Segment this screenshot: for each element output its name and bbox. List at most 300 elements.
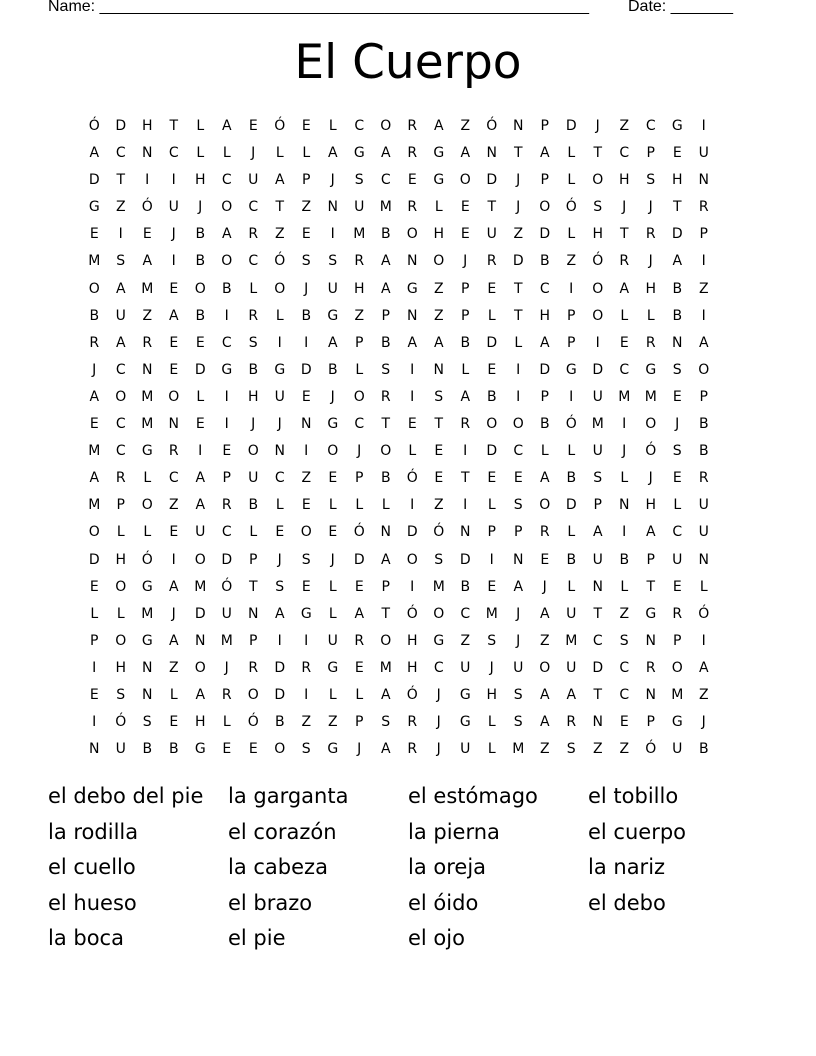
- grid-letter: C: [619, 686, 630, 703]
- grid-letter: Z: [168, 497, 179, 514]
- grid-letter: C: [248, 199, 259, 216]
- grid-letter: L: [567, 145, 576, 162]
- grid-letter: L: [275, 145, 284, 162]
- header-line: [48, 0, 748, 16]
- grid-letter: L: [646, 307, 655, 324]
- grid-letter: O: [353, 388, 365, 405]
- grid-letter: S: [275, 578, 285, 595]
- grid-letter: M: [379, 199, 392, 216]
- grid-letter: I: [701, 307, 706, 324]
- grid-letter: A: [168, 307, 179, 324]
- grid-letter: H: [406, 659, 418, 676]
- grid-letter: A: [460, 388, 471, 405]
- grid-letter: J: [516, 605, 521, 622]
- grid-letter: I: [595, 334, 600, 351]
- grid-letter: C: [619, 659, 630, 676]
- grid-letter: M: [88, 253, 101, 270]
- grid-letter: T: [248, 578, 258, 595]
- grid-letter: I: [304, 334, 309, 351]
- grid-letter: L: [381, 497, 390, 514]
- page-title: El Cuerpo: [294, 35, 522, 90]
- word-list-item: la rodilla: [48, 819, 139, 844]
- grid-letter: G: [141, 443, 153, 460]
- grid-letter: L: [434, 199, 443, 216]
- grid-letter: B: [672, 280, 683, 297]
- grid-letter: U: [672, 741, 683, 758]
- grid-letter: H: [645, 280, 657, 297]
- grid-letter: T: [593, 686, 603, 703]
- word-list-item: el óido: [408, 890, 479, 915]
- grid-letter: L: [620, 578, 629, 595]
- grid-letter: P: [646, 714, 655, 731]
- grid-letter: I: [145, 172, 150, 189]
- grid-letter: I: [304, 632, 309, 649]
- grid-letter: J: [198, 199, 203, 216]
- grid-letter: O: [459, 172, 471, 189]
- grid-letter: D: [486, 334, 498, 351]
- grid-letter: T: [381, 416, 391, 433]
- grid-letter: A: [539, 605, 550, 622]
- grid-letter: R: [407, 741, 418, 758]
- grid-letter: D: [565, 118, 577, 134]
- grid-letter: L: [620, 470, 629, 487]
- grid-letter: T: [593, 605, 603, 622]
- grid-letter: D: [539, 361, 551, 378]
- grid-letter: I: [118, 226, 123, 243]
- grid-letter: N: [513, 551, 524, 568]
- grid-letter: Z: [274, 226, 285, 243]
- grid-letter: E: [142, 226, 152, 243]
- grid-letter: L: [540, 443, 549, 460]
- grid-letter: N: [460, 524, 471, 541]
- grid-letter: J: [277, 551, 282, 568]
- grid-letter: B: [142, 741, 153, 758]
- grid-letter: L: [514, 334, 523, 351]
- grid-letter: Z: [433, 497, 444, 514]
- grid-letter: A: [115, 334, 126, 351]
- grid-letter: B: [539, 253, 550, 270]
- grid-letter: J: [357, 741, 362, 758]
- grid-letter: A: [380, 551, 391, 568]
- grid-letter: T: [619, 226, 629, 243]
- grid-letter: N: [407, 307, 418, 324]
- grid-letter: J: [463, 253, 468, 270]
- grid-letter: P: [302, 172, 311, 189]
- grid-letter: C: [513, 443, 524, 460]
- grid-letter: L: [567, 172, 576, 189]
- grid-letter: M: [432, 578, 445, 595]
- grid-letter: U: [566, 605, 577, 622]
- grid-letter: J: [701, 714, 706, 731]
- grid-letter: R: [407, 199, 418, 216]
- grid-letter: J: [251, 145, 256, 162]
- word-list-item: el hueso: [48, 890, 137, 915]
- grid-letter: Ó: [406, 686, 418, 703]
- grid-letter: P: [461, 280, 470, 297]
- grid-letter: C: [592, 632, 603, 649]
- grid-letter: T: [460, 470, 470, 487]
- grid-letter: Ó: [141, 551, 153, 568]
- grid-letter: Z: [566, 253, 577, 270]
- grid-letter: E: [169, 280, 179, 297]
- grid-letter: E: [672, 388, 682, 405]
- grid-letter: D: [194, 361, 206, 378]
- grid-letter: M: [88, 497, 101, 514]
- grid-letter: J: [648, 470, 653, 487]
- grid-letter: E: [487, 280, 497, 297]
- grid-letter: S: [381, 361, 391, 378]
- grid-letter: R: [619, 253, 630, 270]
- grid-letter: A: [89, 388, 100, 405]
- grid-letter: M: [565, 632, 578, 649]
- grid-letter: G: [141, 578, 153, 595]
- grid-letter: I: [224, 388, 229, 405]
- grid-letter: C: [115, 416, 126, 433]
- grid-letter: B: [619, 551, 630, 568]
- grid-letter: P: [249, 632, 258, 649]
- grid-letter: O: [221, 199, 233, 216]
- grid-letter: P: [116, 497, 125, 514]
- grid-letter: C: [248, 253, 259, 270]
- grid-letter: R: [221, 686, 232, 703]
- grid-letter: S: [116, 253, 126, 270]
- grid-letter: U: [354, 199, 365, 216]
- grid-letter: J: [595, 118, 600, 134]
- grid-letter: C: [274, 470, 285, 487]
- grid-letter: L: [169, 686, 178, 703]
- grid-letter: L: [699, 578, 708, 595]
- grid-letter: O: [194, 551, 206, 568]
- grid-letter: I: [198, 443, 203, 460]
- grid-letter: Ó: [645, 443, 657, 460]
- grid-letter: I: [463, 443, 468, 460]
- grid-letter: I: [410, 497, 415, 514]
- grid-letter: J: [92, 361, 97, 378]
- grid-letter: Z: [698, 280, 709, 297]
- grid-letter: P: [646, 551, 655, 568]
- grid-letter: M: [141, 605, 154, 622]
- grid-letter: N: [698, 172, 709, 189]
- grid-letter: A: [168, 578, 179, 595]
- grid-letter: L: [328, 118, 337, 134]
- grid-letter: C: [221, 172, 232, 189]
- grid-letter: A: [566, 686, 577, 703]
- grid-letter: A: [327, 334, 338, 351]
- grid-letter: H: [618, 172, 630, 189]
- grid-letter: M: [194, 578, 207, 595]
- grid-letter: Z: [698, 686, 709, 703]
- grid-letter: E: [169, 524, 179, 541]
- word-list-item: el pie: [228, 926, 286, 951]
- grid-letter: G: [194, 741, 206, 758]
- word-list-item: el estómago: [408, 784, 538, 808]
- grid-letter: E: [434, 470, 444, 487]
- grid-letter: Z: [168, 659, 179, 676]
- grid-letter: Z: [619, 118, 630, 134]
- grid-letter: R: [672, 605, 683, 622]
- grid-letter: O: [539, 199, 551, 216]
- grid-letter: A: [380, 686, 391, 703]
- grid-letter: B: [698, 741, 709, 758]
- grid-letter: A: [142, 253, 153, 270]
- grid-letter: U: [566, 659, 577, 676]
- grid-letter: A: [89, 470, 100, 487]
- grid-letter: L: [275, 307, 284, 324]
- grid-letter: I: [569, 388, 574, 405]
- grid-letter: U: [248, 470, 259, 487]
- grid-letter: Ó: [565, 199, 577, 216]
- grid-letter: Z: [115, 199, 126, 216]
- grid-letter: I: [622, 524, 627, 541]
- grid-letter: A: [380, 741, 391, 758]
- grid-letter: E: [169, 361, 179, 378]
- grid-letter: O: [486, 416, 498, 433]
- grid-letter: S: [487, 632, 497, 649]
- grid-letter: L: [249, 524, 258, 541]
- grid-letter: J: [516, 632, 521, 649]
- grid-letter: U: [274, 388, 285, 405]
- grid-letter: Z: [301, 199, 312, 216]
- grid-letter: P: [461, 307, 470, 324]
- grid-letter: C: [221, 334, 232, 351]
- grid-letter: B: [698, 443, 709, 460]
- grid-letter: J: [171, 605, 176, 622]
- grid-letter: I: [224, 416, 229, 433]
- grid-letter: S: [672, 443, 682, 460]
- grid-letter: B: [248, 361, 259, 378]
- grid-letter: T: [434, 416, 444, 433]
- grid-letter: Z: [460, 118, 471, 134]
- grid-letter: M: [618, 388, 631, 405]
- grid-letter: P: [540, 172, 549, 189]
- grid-letter: B: [274, 714, 285, 731]
- grid-letter: L: [196, 388, 205, 405]
- grid-letter: I: [304, 686, 309, 703]
- grid-letter: L: [116, 605, 125, 622]
- grid-letter: M: [671, 686, 684, 703]
- grid-letter: N: [89, 741, 100, 758]
- grid-letter: L: [328, 497, 337, 514]
- grid-letter: E: [407, 416, 417, 433]
- grid-letter: C: [115, 443, 126, 460]
- grid-letter: G: [353, 145, 365, 162]
- grid-letter: U: [698, 497, 709, 514]
- grid-letter: Z: [539, 632, 550, 649]
- grid-letter: O: [247, 443, 259, 460]
- grid-letter: A: [645, 524, 656, 541]
- grid-letter: S: [381, 714, 391, 731]
- grid-letter: P: [249, 551, 258, 568]
- grid-letter: N: [645, 686, 656, 703]
- word-list-item: el debo del pie: [48, 784, 204, 808]
- grid-letter: A: [513, 578, 524, 595]
- grid-letter: Ó: [698, 605, 710, 622]
- grid-letter: L: [143, 470, 152, 487]
- grid-letter: N: [274, 443, 285, 460]
- grid-letter: U: [672, 551, 683, 568]
- grid-letter: L: [302, 145, 311, 162]
- grid-letter: S: [672, 361, 682, 378]
- grid-letter: Z: [301, 714, 312, 731]
- grid-letter: A: [380, 253, 391, 270]
- grid-letter: J: [436, 714, 441, 731]
- grid-letter: M: [379, 659, 392, 676]
- grid-letter: O: [115, 388, 127, 405]
- grid-letter: O: [433, 605, 445, 622]
- grid-letter: H: [592, 226, 604, 243]
- grid-letter: O: [115, 632, 127, 649]
- grid-letter: I: [516, 388, 521, 405]
- grid-letter: A: [221, 226, 232, 243]
- grid-letter: E: [248, 118, 258, 134]
- grid-letter: Ó: [486, 118, 498, 134]
- grid-letter: S: [301, 551, 311, 568]
- grid-letter: S: [434, 388, 444, 405]
- word-list-item: la pierna: [408, 819, 500, 844]
- grid-letter: P: [646, 145, 655, 162]
- grid-letter: U: [698, 145, 709, 162]
- grid-letter: O: [274, 280, 286, 297]
- grid-letter: Z: [142, 307, 153, 324]
- grid-letter: B: [380, 334, 391, 351]
- grid-letter: D: [486, 172, 498, 189]
- grid-letter: O: [194, 659, 206, 676]
- grid-letter: E: [169, 714, 179, 731]
- grid-letter: Z: [619, 741, 630, 758]
- grid-letter: R: [380, 388, 391, 405]
- grid-letter: L: [275, 497, 284, 514]
- grid-letter: O: [88, 280, 100, 297]
- grid-letter: M: [644, 388, 657, 405]
- grid-letter: O: [406, 226, 418, 243]
- grid-letter: O: [592, 280, 604, 297]
- grid-letter: B: [539, 416, 550, 433]
- grid-letter: E: [328, 524, 338, 541]
- grid-letter: U: [592, 388, 603, 405]
- grid-letter: D: [115, 118, 127, 134]
- grid-letter: C: [619, 145, 630, 162]
- grid-letter: A: [433, 118, 444, 134]
- grid-letter: B: [327, 361, 338, 378]
- grid-letter: E: [513, 470, 523, 487]
- grid-letter: Ó: [274, 253, 286, 270]
- grid-letter: E: [169, 334, 179, 351]
- grid-letter: E: [248, 741, 258, 758]
- grid-letter: L: [90, 605, 99, 622]
- grid-letter: N: [592, 578, 603, 595]
- grid-letter: Ó: [221, 578, 233, 595]
- grid-letter: A: [460, 145, 471, 162]
- grid-letter: A: [89, 145, 100, 162]
- grid-letter: D: [592, 361, 604, 378]
- grid-letter: N: [142, 686, 153, 703]
- grid-letter: N: [168, 416, 179, 433]
- grid-letter: B: [195, 253, 206, 270]
- grid-letter: I: [622, 416, 627, 433]
- grid-letter: M: [220, 632, 233, 649]
- grid-letter: A: [433, 334, 444, 351]
- grid-letter: E: [222, 443, 232, 460]
- grid-letter: H: [141, 118, 153, 134]
- grid-letter: D: [194, 605, 206, 622]
- grid-letter: L: [461, 361, 470, 378]
- grid-letter: C: [354, 118, 365, 134]
- grid-letter: T: [672, 199, 682, 216]
- grid-letter: H: [247, 388, 259, 405]
- grid-letter: G: [671, 118, 683, 134]
- grid-letter: P: [355, 470, 364, 487]
- grid-letter: L: [567, 226, 576, 243]
- grid-letter: I: [92, 659, 97, 676]
- grid-letter: N: [672, 334, 683, 351]
- grid-letter: Ó: [433, 524, 445, 541]
- grid-letter: O: [539, 659, 551, 676]
- grid-letter: G: [565, 361, 577, 378]
- grid-letter: E: [460, 226, 470, 243]
- grid-letter: S: [593, 470, 603, 487]
- grid-letter: Z: [327, 714, 338, 731]
- grid-letter: I: [701, 118, 706, 134]
- grid-letter: D: [274, 686, 286, 703]
- grid-letter: H: [671, 172, 683, 189]
- grid-letter: U: [248, 172, 259, 189]
- grid-letter: A: [407, 334, 418, 351]
- grid-letter: L: [116, 524, 125, 541]
- grid-letter: Z: [513, 226, 524, 243]
- grid-letter: J: [675, 416, 680, 433]
- grid-letter: O: [698, 361, 710, 378]
- grid-letter: E: [619, 714, 629, 731]
- grid-letter: I: [304, 443, 309, 460]
- grid-letter: R: [248, 307, 259, 324]
- grid-letter: D: [88, 551, 100, 568]
- grid-letter: J: [516, 199, 521, 216]
- grid-letter: U: [513, 659, 524, 676]
- grid-letter: B: [195, 226, 206, 243]
- grid-letter: N: [142, 145, 153, 162]
- grid-letter: D: [592, 659, 604, 676]
- grid-letter: G: [221, 361, 233, 378]
- grid-letter: L: [620, 307, 629, 324]
- grid-letter: O: [141, 497, 153, 514]
- grid-letter: D: [300, 361, 312, 378]
- grid-letter: E: [487, 470, 497, 487]
- grid-letter: L: [487, 307, 496, 324]
- grid-letter: R: [168, 443, 179, 460]
- grid-letter: M: [512, 741, 525, 758]
- grid-letter: I: [224, 307, 229, 324]
- grid-letter: Ó: [88, 118, 100, 134]
- grid-letter: A: [168, 632, 179, 649]
- grid-letter: J: [622, 443, 627, 460]
- word-list-item: el ojo: [408, 926, 465, 951]
- grid-letter: N: [592, 714, 603, 731]
- grid-letter: A: [619, 280, 630, 297]
- grid-letter: H: [539, 307, 551, 324]
- grid-letter: L: [487, 714, 496, 731]
- grid-letter: A: [274, 172, 285, 189]
- grid-letter: Z: [460, 632, 471, 649]
- grid-letter: P: [593, 497, 602, 514]
- grid-letter: Z: [301, 470, 312, 487]
- grid-letter: E: [487, 361, 497, 378]
- grid-letter: P: [355, 714, 364, 731]
- grid-letter: A: [327, 145, 338, 162]
- grid-letter: N: [301, 416, 312, 433]
- grid-letter: G: [645, 605, 657, 622]
- grid-letter: Z: [592, 741, 603, 758]
- grid-letter: J: [516, 172, 521, 189]
